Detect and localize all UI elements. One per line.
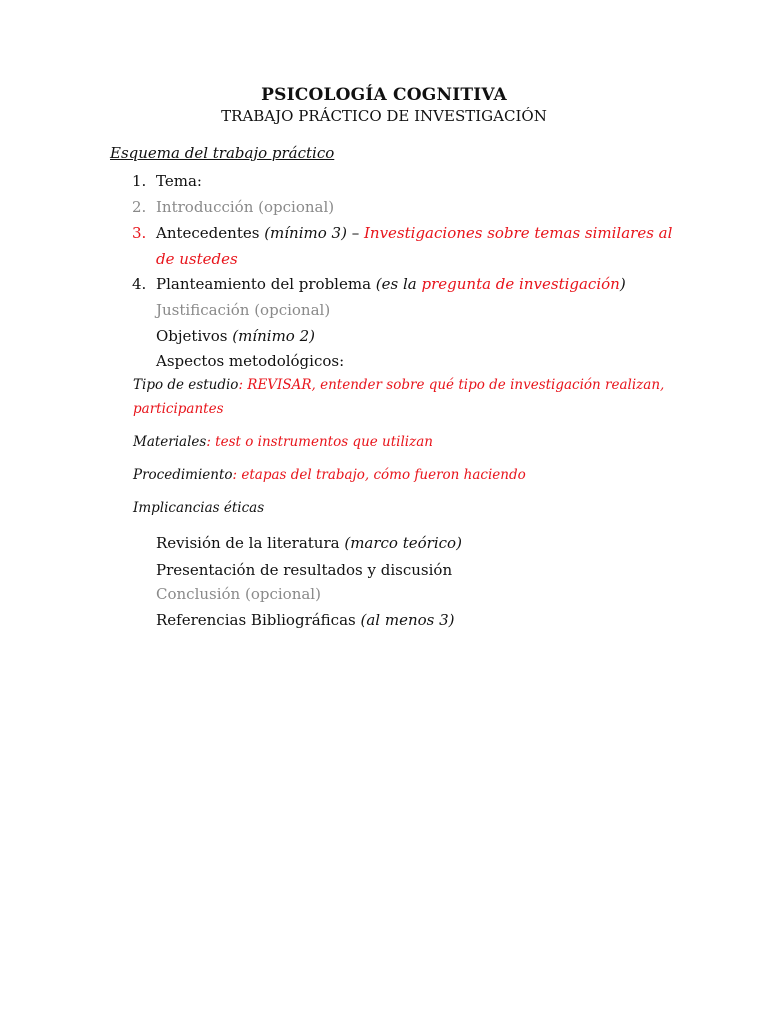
item-text [156,534,462,552]
procedimiento-note: : etapas del trabajo, cómo fueron haciendo [232,467,526,483]
revision-note: (marco teórico) [344,534,462,552]
method-tipo [133,377,664,393]
antecedentes-min: (mínimo 3) [264,224,347,242]
method-tipo-cont [133,401,224,417]
method-materiales [133,434,433,450]
list-number: 4. [132,275,147,293]
item-text: Aspectos metodológicos: [156,352,345,370]
materiales-note: : test o instrumentos que utilizan [206,434,433,450]
section-heading: Esquema del trabajo práctico [110,144,335,162]
document-subtitle: TRABAJO PRÁCTICO DE INVESTIGACIÓN [221,107,547,125]
planteamiento-label: Planteamiento del problema [156,275,376,293]
item-text: Tema: [156,172,202,190]
procedimiento-label: Procedimiento [133,467,233,483]
implicancias-label: Implicancias éticas [133,500,265,516]
referencias-note: (al menos 3) [360,611,455,629]
tipo-note-cont: participantes [133,401,224,417]
tipo-note: : REVISAR, entender sobre qué tipo de investigación realizan, [238,377,665,393]
tipo-label: Tipo de estudio [133,377,239,393]
item-text: Justificación (opcional) [156,301,331,319]
list-number: 1. [132,172,147,190]
planteamiento-red: pregunta de investigación [421,275,620,293]
list-number: 2. [132,198,147,216]
list-number: 3. [132,224,147,242]
antecedentes-label: Antecedentes [156,224,265,242]
method-procedimiento [133,467,526,483]
document-title: PSICOLOGÍA COGNITIVA [261,85,507,105]
item-text [156,611,455,629]
method-implicancias [133,500,264,516]
objetivos-min: (mínimo 2) [232,327,315,345]
referencias-label: Referencias Bibliográficas [156,611,361,629]
dash: – [346,224,364,242]
antecedentes-note: Investigaciones sobre temas similares al [363,224,673,242]
planteamiento-open: (es la [375,275,422,293]
objetivos-label: Objetivos [156,327,233,345]
item-text: Presentación de resultados y discusión [156,561,453,579]
item-text [156,224,672,242]
item-text: Introducción (opcional) [156,198,335,216]
item-text [156,327,315,345]
planteamiento-close: ) [619,275,626,293]
antecedentes-note-cont: de ustedes [156,250,238,268]
item-text [156,275,626,293]
item-text: Conclusión (opcional) [156,585,321,603]
revision-label: Revisión de la literatura [156,534,345,552]
materiales-label: Materiales [133,434,207,450]
